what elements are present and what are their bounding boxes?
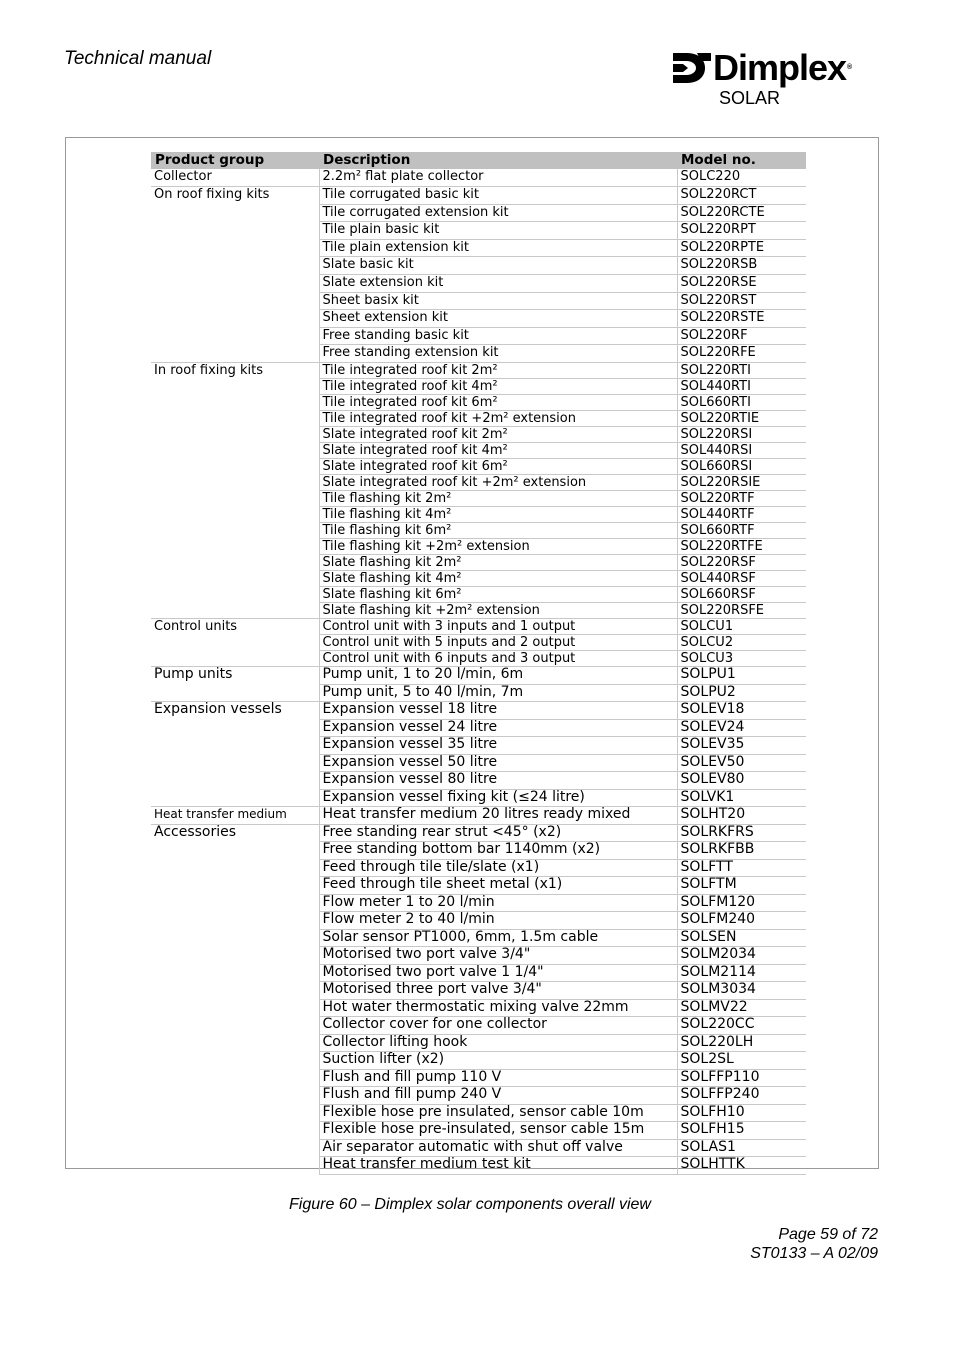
description-cell: Slate flashing kit 6m² [319, 587, 677, 603]
description-cell: Flush and fill pump 240 V [319, 1087, 677, 1105]
brand-text: Dimplex [713, 47, 847, 88]
model-number-cell: SOL660RTF [677, 523, 806, 539]
column-header: Model no. [677, 152, 806, 169]
model-number-cell: SOL220RSTE [677, 310, 806, 328]
table-row [151, 363, 806, 379]
description-cell: Flush and fill pump 110 V [319, 1069, 677, 1087]
model-number-cell: SOLPU1 [677, 667, 806, 685]
model-number-cell: SOLEV18 [677, 702, 806, 720]
table-header-row [151, 152, 806, 169]
description-cell: Feed through tile tile/slate (x1) [319, 859, 677, 877]
model-number-cell: SOLFH15 [677, 1122, 806, 1140]
table-body [151, 169, 806, 1174]
description-cell: Free standing rear strut <45° (x2) [319, 824, 677, 842]
model-number-cell: SOLVK1 [677, 789, 806, 807]
description-cell: Expansion vessel 24 litre [319, 719, 677, 737]
model-number-cell: SOLC220 [677, 169, 806, 187]
description-cell: Free standing extension kit [319, 345, 677, 363]
description-cell: Feed through tile sheet metal (x1) [319, 877, 677, 895]
model-number-cell: SOL220RSB [677, 257, 806, 275]
model-number-cell: SOLPU2 [677, 684, 806, 702]
model-number-cell: SOL440RSF [677, 571, 806, 587]
table-row [151, 187, 806, 205]
description-cell: Tile flashing kit 2m² [319, 491, 677, 507]
model-number-cell: SOLEV80 [677, 772, 806, 790]
description-cell: Tile integrated roof kit 6m² [319, 395, 677, 411]
description-cell: Slate integrated roof kit 4m² [319, 443, 677, 459]
model-number-cell: SOLCU1 [677, 619, 806, 635]
model-number-cell: SOL220RSI [677, 427, 806, 443]
model-number-cell: SOL2SL [677, 1052, 806, 1070]
description-cell: Control unit with 6 inputs and 3 output [319, 651, 677, 667]
model-number-cell: SOLHTTK [677, 1157, 806, 1175]
model-number-cell: SOL440RTF [677, 507, 806, 523]
description-cell: Sheet extension kit [319, 310, 677, 328]
description-cell: Free standing basic kit [319, 327, 677, 345]
model-number-cell: SOLFM120 [677, 894, 806, 912]
model-number-cell: SOLRKFRS [677, 824, 806, 842]
description-cell: Expansion vessel 18 litre [319, 702, 677, 720]
description-cell: Suction lifter (x2) [319, 1052, 677, 1070]
description-cell: Air separator automatic with shut off valve [319, 1139, 677, 1157]
model-number-cell: SOLRKFBB [677, 842, 806, 860]
document-title: Technical manual [64, 48, 212, 69]
description-cell: Slate extension kit [319, 275, 677, 293]
document-reference: ST0133 – A 02/09 [750, 1245, 878, 1262]
model-number-cell: SOL220RTI [677, 363, 806, 379]
page-footer [750, 1225, 878, 1263]
description-cell: 2.2m² flat plate collector [319, 169, 677, 187]
description-cell: Tile integrated roof kit 2m² [319, 363, 677, 379]
description-cell: Pump unit, 5 to 40 l/min, 7m [319, 684, 677, 702]
product-group-cell: In roof fixing kits [151, 363, 319, 619]
description-cell: Tile corrugated basic kit [319, 187, 677, 205]
model-number-cell: SOL660RSI [677, 459, 806, 475]
page-number: Page 59 of 72 [778, 1226, 878, 1243]
model-number-cell: SOL220LH [677, 1034, 806, 1052]
description-cell: Sheet basix kit [319, 292, 677, 310]
model-number-cell: SOL660RTI [677, 395, 806, 411]
model-number-cell: SOL220RST [677, 292, 806, 310]
description-cell: Tile corrugated extension kit [319, 204, 677, 222]
column-header: Product group [151, 152, 319, 169]
components-table [151, 152, 806, 1175]
description-cell: Flow meter 2 to 40 l/min [319, 912, 677, 930]
table-row [151, 702, 806, 720]
column-header: Description [319, 152, 677, 169]
description-cell: Tile flashing kit 6m² [319, 523, 677, 539]
description-cell: Collector lifting hook [319, 1034, 677, 1052]
model-number-cell: SOLEV24 [677, 719, 806, 737]
model-number-cell: SOL220RSFE [677, 603, 806, 619]
model-number-cell: SOLFTM [677, 877, 806, 895]
model-number-cell: SOL220RFE [677, 345, 806, 363]
model-number-cell: SOL220RSE [677, 275, 806, 293]
model-number-cell: SOLM3034 [677, 982, 806, 1000]
model-number-cell: SOL220RTIE [677, 411, 806, 427]
model-number-cell: SOL440RSI [677, 443, 806, 459]
model-number-cell: SOLM2034 [677, 947, 806, 965]
model-number-cell: SOL220RF [677, 327, 806, 345]
model-number-cell: SOL440RTI [677, 379, 806, 395]
description-cell: Motorised two port valve 1 1/4" [319, 964, 677, 982]
figure-caption: Figure 60 – Dimplex solar components overall view [289, 1196, 651, 1213]
model-number-cell: SOLEV50 [677, 754, 806, 772]
model-number-cell: SOLFH10 [677, 1104, 806, 1122]
description-cell: Slate flashing kit +2m² extension [319, 603, 677, 619]
description-cell: Flow meter 1 to 20 l/min [319, 894, 677, 912]
description-cell: Expansion vessel fixing kit (≤24 litre) [319, 789, 677, 807]
description-cell: Heat transfer medium test kit [319, 1157, 677, 1175]
model-number-cell: SOL220RPTE [677, 239, 806, 257]
description-cell: Slate flashing kit 2m² [319, 555, 677, 571]
description-cell: Tile integrated roof kit 4m² [319, 379, 677, 395]
description-cell: Solar sensor PT1000, 6mm, 1.5m cable [319, 929, 677, 947]
description-cell: Tile flashing kit +2m² extension [319, 539, 677, 555]
trademark-symbol: ® [847, 64, 852, 71]
model-number-cell: SOL220RSIE [677, 475, 806, 491]
model-number-cell: SOL220RCTE [677, 204, 806, 222]
product-group-cell: Collector [154, 169, 212, 184]
table-row [151, 667, 806, 685]
model-number-cell: SOLFTT [677, 859, 806, 877]
description-cell: Collector cover for one collector [319, 1017, 677, 1035]
table-row [151, 824, 806, 842]
model-number-cell: SOLFFP240 [677, 1087, 806, 1105]
description-cell: Tile integrated roof kit +2m² extension [319, 411, 677, 427]
brand-name [713, 49, 851, 87]
model-number-cell: SOLFFP110 [677, 1069, 806, 1087]
description-cell: Slate basic kit [319, 257, 677, 275]
description-cell: Expansion vessel 50 litre [319, 754, 677, 772]
description-cell: Motorised two port valve 3/4" [319, 947, 677, 965]
table-row [151, 807, 806, 825]
model-number-cell: SOL220RPT [677, 222, 806, 240]
description-cell: Expansion vessel 80 litre [319, 772, 677, 790]
product-group-cell: Heat transfer medium [151, 807, 319, 825]
model-number-cell: SOLCU3 [677, 651, 806, 667]
model-number-cell: SOL660RSF [677, 587, 806, 603]
dimplex-mark-icon [671, 49, 711, 87]
description-cell: Slate integrated roof kit 2m² [319, 427, 677, 443]
description-cell: Tile flashing kit 4m² [319, 507, 677, 523]
description-cell: Free standing bottom bar 1140mm (x2) [319, 842, 677, 860]
description-cell: Expansion vessel 35 litre [319, 737, 677, 755]
product-group-cell: Accessories [151, 824, 319, 1174]
description-cell: Tile plain basic kit [319, 222, 677, 240]
description-cell: Slate integrated roof kit +2m² extension [319, 475, 677, 491]
description-cell: Pump unit, 1 to 20 l/min, 6m [319, 667, 677, 685]
description-cell: Tile plain extension kit [319, 239, 677, 257]
description-cell: Heat transfer medium 20 litres ready mixed [319, 807, 677, 825]
description-cell: Flexible hose pre-insulated, sensor cable 15m [319, 1122, 677, 1140]
model-number-cell: SOLAS1 [677, 1139, 806, 1157]
model-number-cell: SOLCU2 [677, 635, 806, 651]
table-row [151, 169, 806, 187]
model-number-cell: SOL220RSF [677, 555, 806, 571]
description-cell: Control unit with 5 inputs and 2 output [319, 635, 677, 651]
description-cell: Hot water thermostatic mixing valve 22mm [319, 999, 677, 1017]
model-number-cell: SOL220RCT [677, 187, 806, 205]
product-group-cell: Pump units [151, 667, 319, 702]
dimplex-logo [671, 48, 879, 88]
brand-subtitle: SOLAR [719, 88, 781, 108]
model-number-cell: SOLMV22 [677, 999, 806, 1017]
description-cell: Slate integrated roof kit 6m² [319, 459, 677, 475]
model-number-cell: SOLM2114 [677, 964, 806, 982]
description-cell: Motorised three port valve 3/4" [319, 982, 677, 1000]
table-row [151, 619, 806, 635]
product-group-cell: Control units [151, 619, 319, 667]
description-cell: Flexible hose pre insulated, sensor cable 10m [319, 1104, 677, 1122]
product-group-cell: Expansion vessels [151, 702, 319, 807]
model-number-cell: SOL220CC [677, 1017, 806, 1035]
model-number-cell: SOLHT20 [677, 807, 806, 825]
model-number-cell: SOL220RTFE [677, 539, 806, 555]
product-group-cell: On roof fixing kits [151, 187, 319, 363]
model-number-cell: SOLEV35 [677, 737, 806, 755]
model-number-cell: SOLSEN [677, 929, 806, 947]
components-table-container [151, 152, 806, 1175]
description-cell: Control unit with 3 inputs and 1 output [319, 619, 677, 635]
model-number-cell: SOL220RTF [677, 491, 806, 507]
model-number-cell: SOLFM240 [677, 912, 806, 930]
description-cell: Slate flashing kit 4m² [319, 571, 677, 587]
